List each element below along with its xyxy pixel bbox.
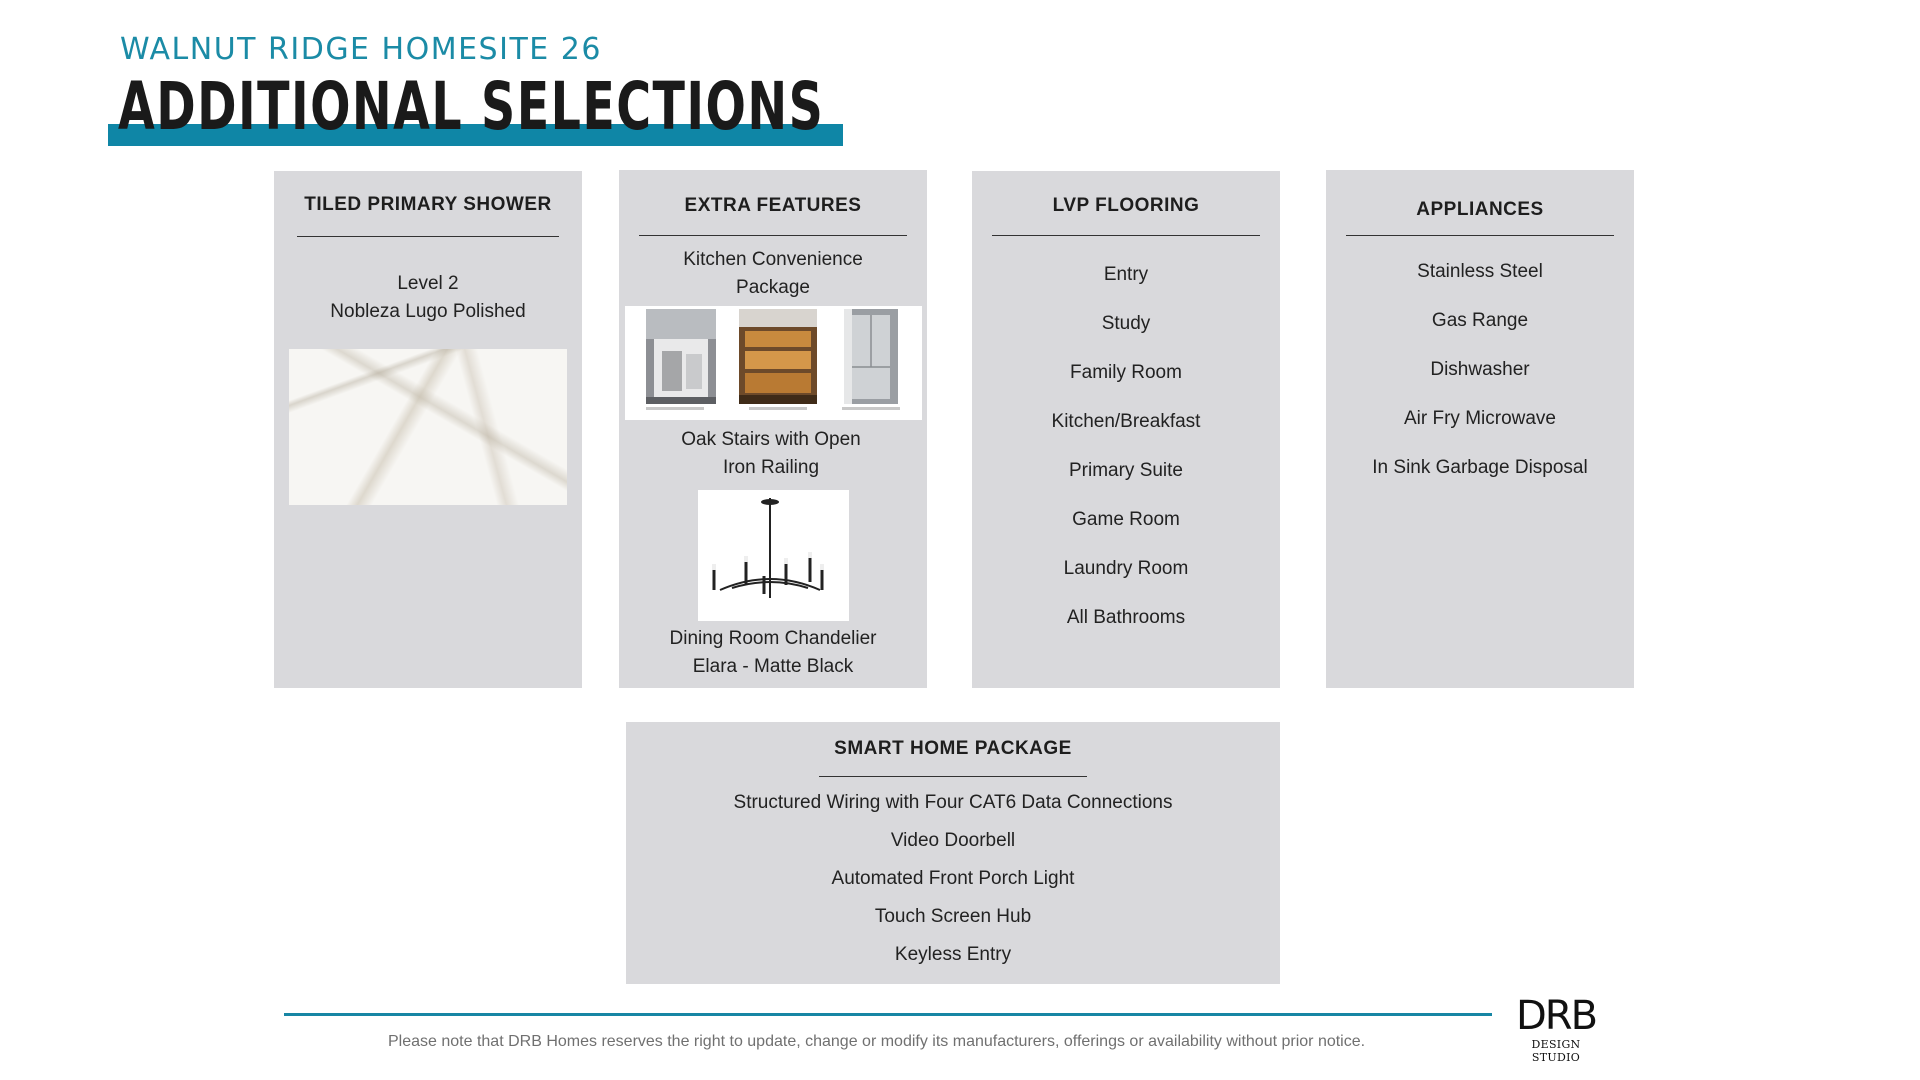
smart-home-list	[734, 789, 1173, 979]
pull-out-shelves-photo	[739, 309, 817, 404]
photo-caption	[842, 407, 900, 410]
appliance-item: Gas Range	[1431, 310, 1529, 331]
kitchen-package-label-line2: Package	[736, 277, 810, 298]
page-title: ADDITIONAL SELECTIONS	[118, 68, 825, 145]
oak-stairs-label-line1: Oak Stairs with Open	[681, 429, 861, 450]
chandelier-icon	[698, 490, 849, 621]
photo-caption	[749, 407, 807, 410]
card-divider	[297, 236, 559, 237]
flooring-room-item: Kitchen/Breakfast	[1051, 411, 1201, 432]
pull-out-trash-photo	[646, 309, 716, 404]
flooring-room-item: Primary Suite	[1068, 460, 1183, 481]
smart-home-package-card	[626, 722, 1280, 984]
kitchen-package-photos	[625, 306, 922, 420]
card-title: APPLIANCES	[1416, 199, 1544, 220]
homesite-subtitle: WALNUT RIDGE HOMESITE 26	[120, 32, 602, 67]
card-title: LVP FLOORING	[1052, 195, 1200, 216]
chandelier-photo	[698, 490, 849, 621]
chandelier-label-line1: Dining Room Chandelier	[669, 628, 877, 649]
flooring-room-item: Laundry Room	[1063, 558, 1189, 579]
shower-finish: Nobleza Lugo Polished	[330, 301, 526, 322]
appliance-item: Dishwasher	[1430, 359, 1530, 380]
card-divider	[992, 235, 1260, 236]
appliances-card	[1326, 170, 1634, 688]
chandelier-label-line2: Elara - Matte Black	[692, 656, 854, 677]
appliance-item: Air Fry Microwave	[1403, 408, 1556, 429]
flooring-room-item: All Bathrooms	[1066, 607, 1186, 628]
kitchen-package-label-line1: Kitchen Convenience	[683, 249, 863, 270]
flooring-room-item: Entry	[1103, 264, 1149, 285]
appliance-item: In Sink Garbage Disposal	[1372, 457, 1588, 478]
lvp-flooring-card	[972, 171, 1280, 688]
smart-home-item: Structured Wiring with Four CAT6 Data Connections	[733, 792, 1173, 813]
card-divider	[1346, 235, 1614, 236]
disclaimer-note: Please note that DRB Homes reserves the right to update, change or modify its manufacturers, offerings or availability without prior notice.	[388, 1033, 1366, 1050]
photo-caption	[646, 407, 704, 410]
oak-stairs-label-line2: Iron Railing	[722, 457, 820, 478]
appliance-list	[1372, 258, 1587, 503]
smart-home-item: Automated Front Porch Light	[831, 868, 1075, 889]
flooring-room-list	[1052, 261, 1201, 653]
footer-divider	[284, 1013, 1492, 1016]
tiled-primary-shower-card	[274, 171, 582, 688]
smart-home-item: Touch Screen Hub	[874, 906, 1032, 927]
appliance-item: Stainless Steel	[1417, 261, 1543, 282]
logo-mark: DRB	[1515, 993, 1597, 1039]
refrigerator-photo	[844, 309, 898, 404]
card-divider	[639, 235, 907, 236]
card-title: SMART HOME PACKAGE	[834, 738, 1072, 759]
flooring-room-item: Study	[1101, 313, 1151, 334]
flooring-room-item: Family Room	[1070, 362, 1182, 383]
card-title: EXTRA FEATURES	[684, 195, 862, 216]
flooring-room-item: Game Room	[1072, 509, 1180, 530]
logo-subtext: DESIGN STUDIO	[1531, 1038, 1581, 1064]
card-divider	[819, 776, 1087, 777]
marble-tile-swatch	[289, 349, 567, 505]
extra-features-card	[619, 170, 927, 688]
shower-level: Level 2	[397, 273, 459, 294]
smart-home-item: Video Doorbell	[890, 830, 1016, 851]
drb-design-studio-logo	[1507, 993, 1605, 1064]
card-title: TILED PRIMARY SHOWER	[304, 194, 552, 215]
smart-home-item: Keyless Entry	[894, 944, 1012, 965]
